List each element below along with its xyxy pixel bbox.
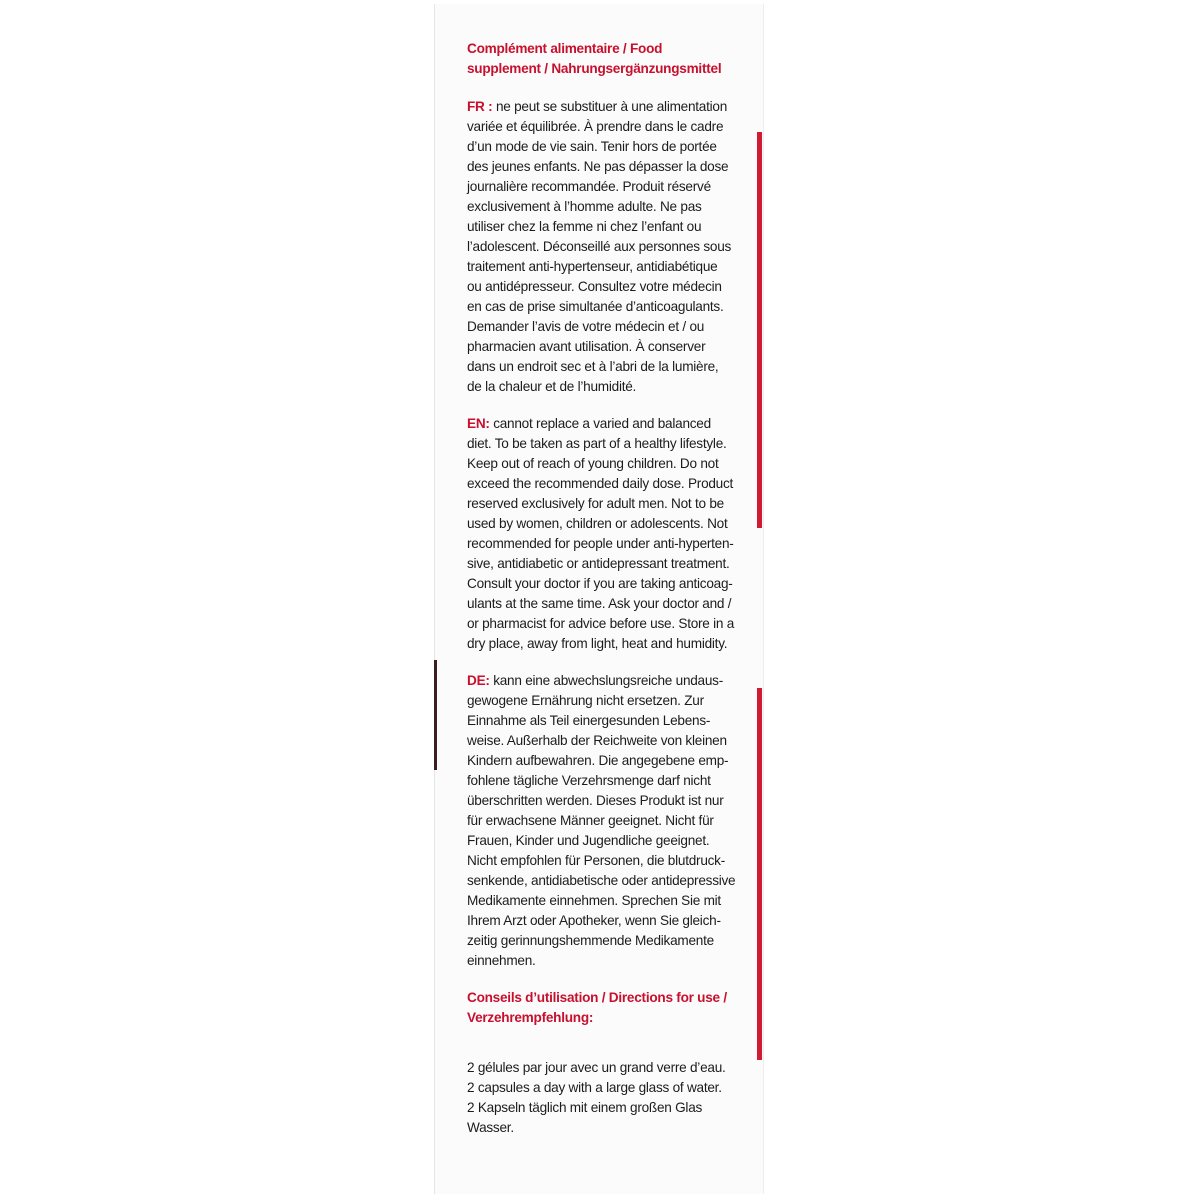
fr-line: exclusivement à l’homme adulte. Ne pas — [467, 199, 702, 214]
de-line: weise. Außerhalb der Reichweite von kleinen — [467, 733, 727, 748]
panel-edge-red-bar-top — [757, 132, 762, 528]
heading-line: supplement / Nahrungsergänzungsmittel — [467, 61, 722, 76]
en-line: recommended for people under anti-hyperten- — [467, 536, 734, 551]
fr-line: en cas de prise simultanée d’anticoagulants. — [467, 299, 724, 314]
de-line: Einnahme als Teil einergesunden Lebens- — [467, 713, 711, 728]
de-line: für erwachsene Männer geeignet. Nicht für — [467, 813, 714, 828]
fr-warning-block — [467, 97, 747, 397]
fr-line: variée et équilibrée. À prendre dans le cadre — [467, 119, 724, 134]
en-line: diet. To be taken as part of a healthy lifestyle. — [467, 436, 727, 451]
en-line: or pharmacist for advice before use. Store in a — [467, 616, 735, 631]
en-line: reserved exclusively for adult men. Not to be — [467, 496, 724, 511]
fr-line: ou antidépresseur. Consultez votre médecin — [467, 279, 722, 294]
de-line: einnehmen. — [467, 953, 536, 968]
en-line: dry place, away from light, heat and humidity. — [467, 636, 728, 651]
de-line: Medikamente einnehmen. Sprechen Sie mit — [467, 893, 721, 908]
directions-line: 2 Kapseln täglich mit einem großen Glas — [467, 1100, 703, 1115]
panel-edge-red-bar-bottom — [757, 688, 762, 1060]
de-line: senkende, antidiabetische oder antidepressive — [467, 873, 736, 888]
directions-line: Wasser. — [467, 1120, 514, 1135]
en-line: Keep out of reach of young children. Do not — [467, 456, 719, 471]
en-line: sive, antidiabetic or antidepressant treatment. — [467, 556, 730, 571]
panel-edge-dark-strip — [434, 660, 437, 770]
fr-line — [467, 97, 747, 117]
de-line-text: kann eine abwechslungsreiche undaus- — [489, 673, 724, 688]
en-line: Consult your doctor if you are taking anticoag- — [467, 576, 733, 591]
fr-line-text: ne peut se substituer à une alimentation — [492, 99, 728, 114]
fr-line: traitement anti-hypertenseur, antidiabétique — [467, 259, 718, 274]
label-text-content — [467, 39, 747, 1155]
fr-language-label: FR : — [467, 99, 493, 114]
fr-line: d’un mode de vie sain. Tenir hors de portée — [467, 139, 717, 154]
de-warning-block — [467, 671, 747, 971]
supplement-heading — [467, 39, 747, 79]
de-line: Kindern aufbewahren. Die angegebene emp- — [467, 753, 729, 768]
en-line: ulants at the same time. Ask your doctor and / — [467, 596, 732, 611]
fr-line: de la chaleur et de l’humidité. — [467, 379, 637, 394]
directions-block — [467, 1058, 747, 1138]
en-language-label: EN: — [467, 416, 490, 431]
en-line: exceed the recommended daily dose. Product — [467, 476, 734, 491]
directions-heading — [467, 988, 747, 1028]
fr-line: utiliser chez la femme ni chez l’enfant ou — [467, 219, 702, 234]
en-line-text: cannot replace a varied and balanced — [489, 416, 711, 431]
fr-line: journalière recommandée. Produit réservé — [467, 179, 711, 194]
de-line: überschritten werden. Dieses Produkt ist nur — [467, 793, 724, 808]
en-line: used by women, children or adolescents. Not — [467, 516, 728, 531]
fr-line: pharmacien avant utilisation. À conserver — [467, 339, 706, 354]
directions-heading-line: Conseils d’utilisation / Directions for use / — [467, 990, 727, 1005]
fr-line: des jeunes enfants. Ne pas dépasser la dose — [467, 159, 729, 174]
directions-heading-line: Verzehrempfehlung: — [467, 1010, 594, 1025]
heading-line: Complément alimentaire / Food — [467, 41, 663, 56]
de-line: fohlene tägliche Verzehrsmenge darf nicht — [467, 773, 711, 788]
fr-line: Demander l’avis de votre médecin et / ou — [467, 319, 705, 334]
en-line — [467, 414, 747, 434]
fr-line: l’adolescent. Déconseillé aux personnes sous — [467, 239, 732, 254]
de-line: zeitig gerinnungshemmende Medikamente — [467, 933, 714, 948]
de-line: Nicht empfohlen für Personen, die blutdruck- — [467, 853, 725, 868]
de-line — [467, 671, 747, 691]
en-warning-block — [467, 414, 747, 654]
fr-line: dans un endroit sec et à l’abri de la lumière, — [467, 359, 719, 374]
directions-line: 2 capsules a day with a large glass of water. — [467, 1080, 722, 1095]
de-language-label: DE: — [467, 673, 490, 688]
de-line: gewogene Ernährung nicht ersetzen. Zur — [467, 693, 704, 708]
de-line: Frauen, Kinder und Jugendliche geeignet. — [467, 833, 710, 848]
directions-line: 2 gélules par jour avec un grand verre d’eau. — [467, 1060, 726, 1075]
de-line: Ihrem Arzt oder Apotheker, wenn Sie gleich- — [467, 913, 721, 928]
